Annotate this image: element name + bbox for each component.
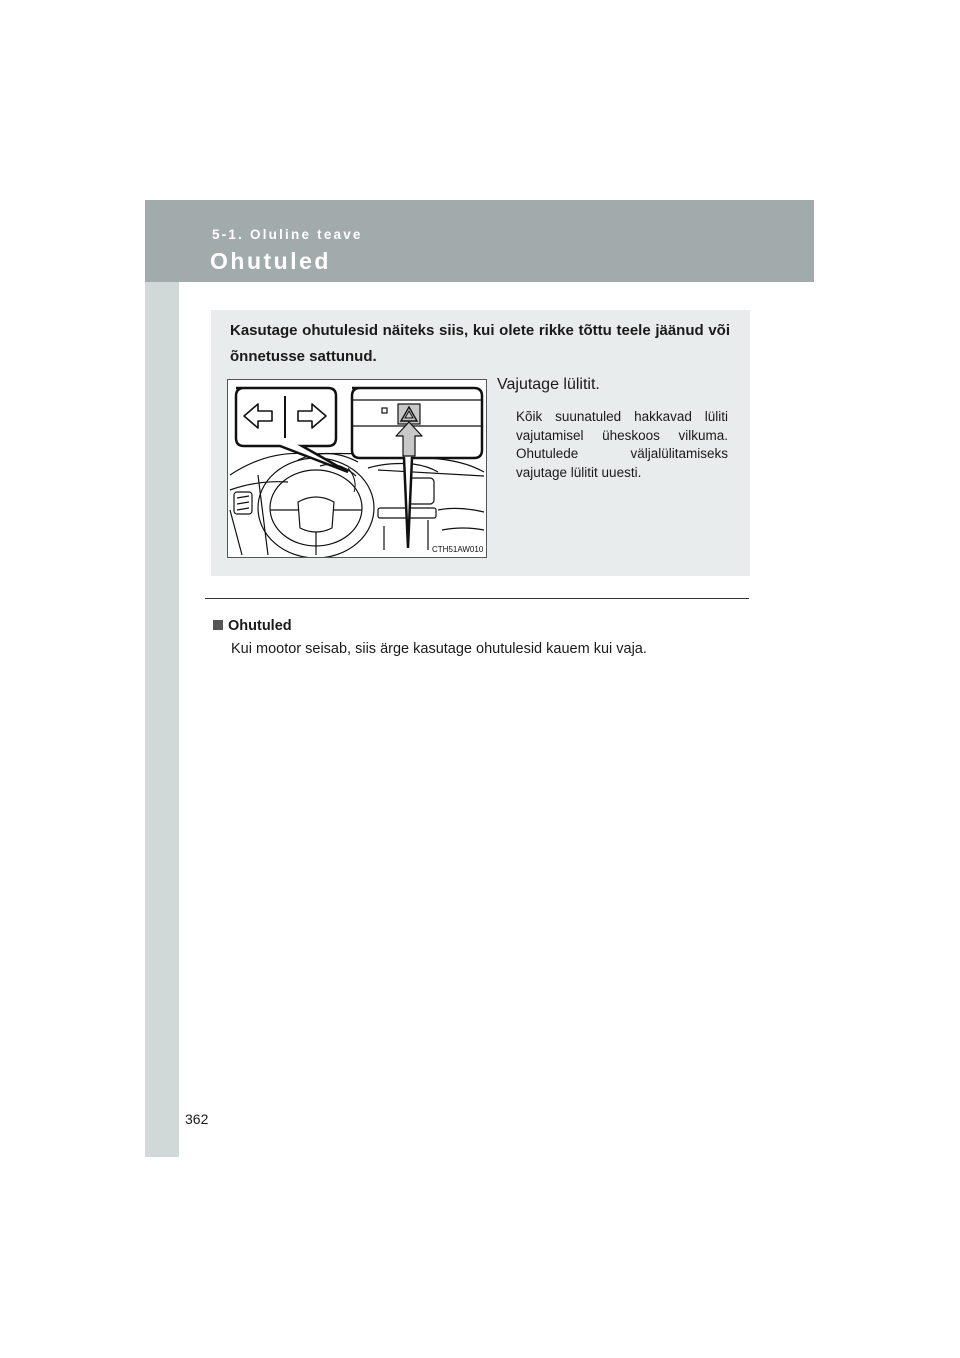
step-description: Kõik suunatuled hakkavad lüliti vajutamisel üheskoos vilkuma. Ohutulede väljalülitamiseks vajutage lülitit uuesti. [516, 409, 728, 480]
bullet-square-icon [213, 620, 223, 630]
note-heading-label: Ohutuled [228, 618, 292, 634]
hazard-switch-illustration [227, 379, 487, 558]
hazard-triangle-icon [398, 404, 420, 424]
page-number: 362 [185, 1111, 209, 1127]
divider [205, 598, 749, 599]
note-text: Kui mootor seisab, siis ärge kasutage ohutulesid kauem kui vaja. [231, 641, 647, 657]
side-strip [145, 200, 179, 1157]
section-label: 5-1. Oluline teave [212, 227, 363, 242]
intro-text: Kasutage ohutulesid näiteks siis, kui olete rikke tõttu teele jäänud või õnnetusse sattunud. [230, 322, 730, 365]
note-heading [213, 618, 292, 634]
page-title: Ohutuled [210, 248, 331, 274]
figure-code: CTH51AW010 [432, 545, 484, 554]
step-title: Vajutage lülitit. [497, 376, 600, 393]
